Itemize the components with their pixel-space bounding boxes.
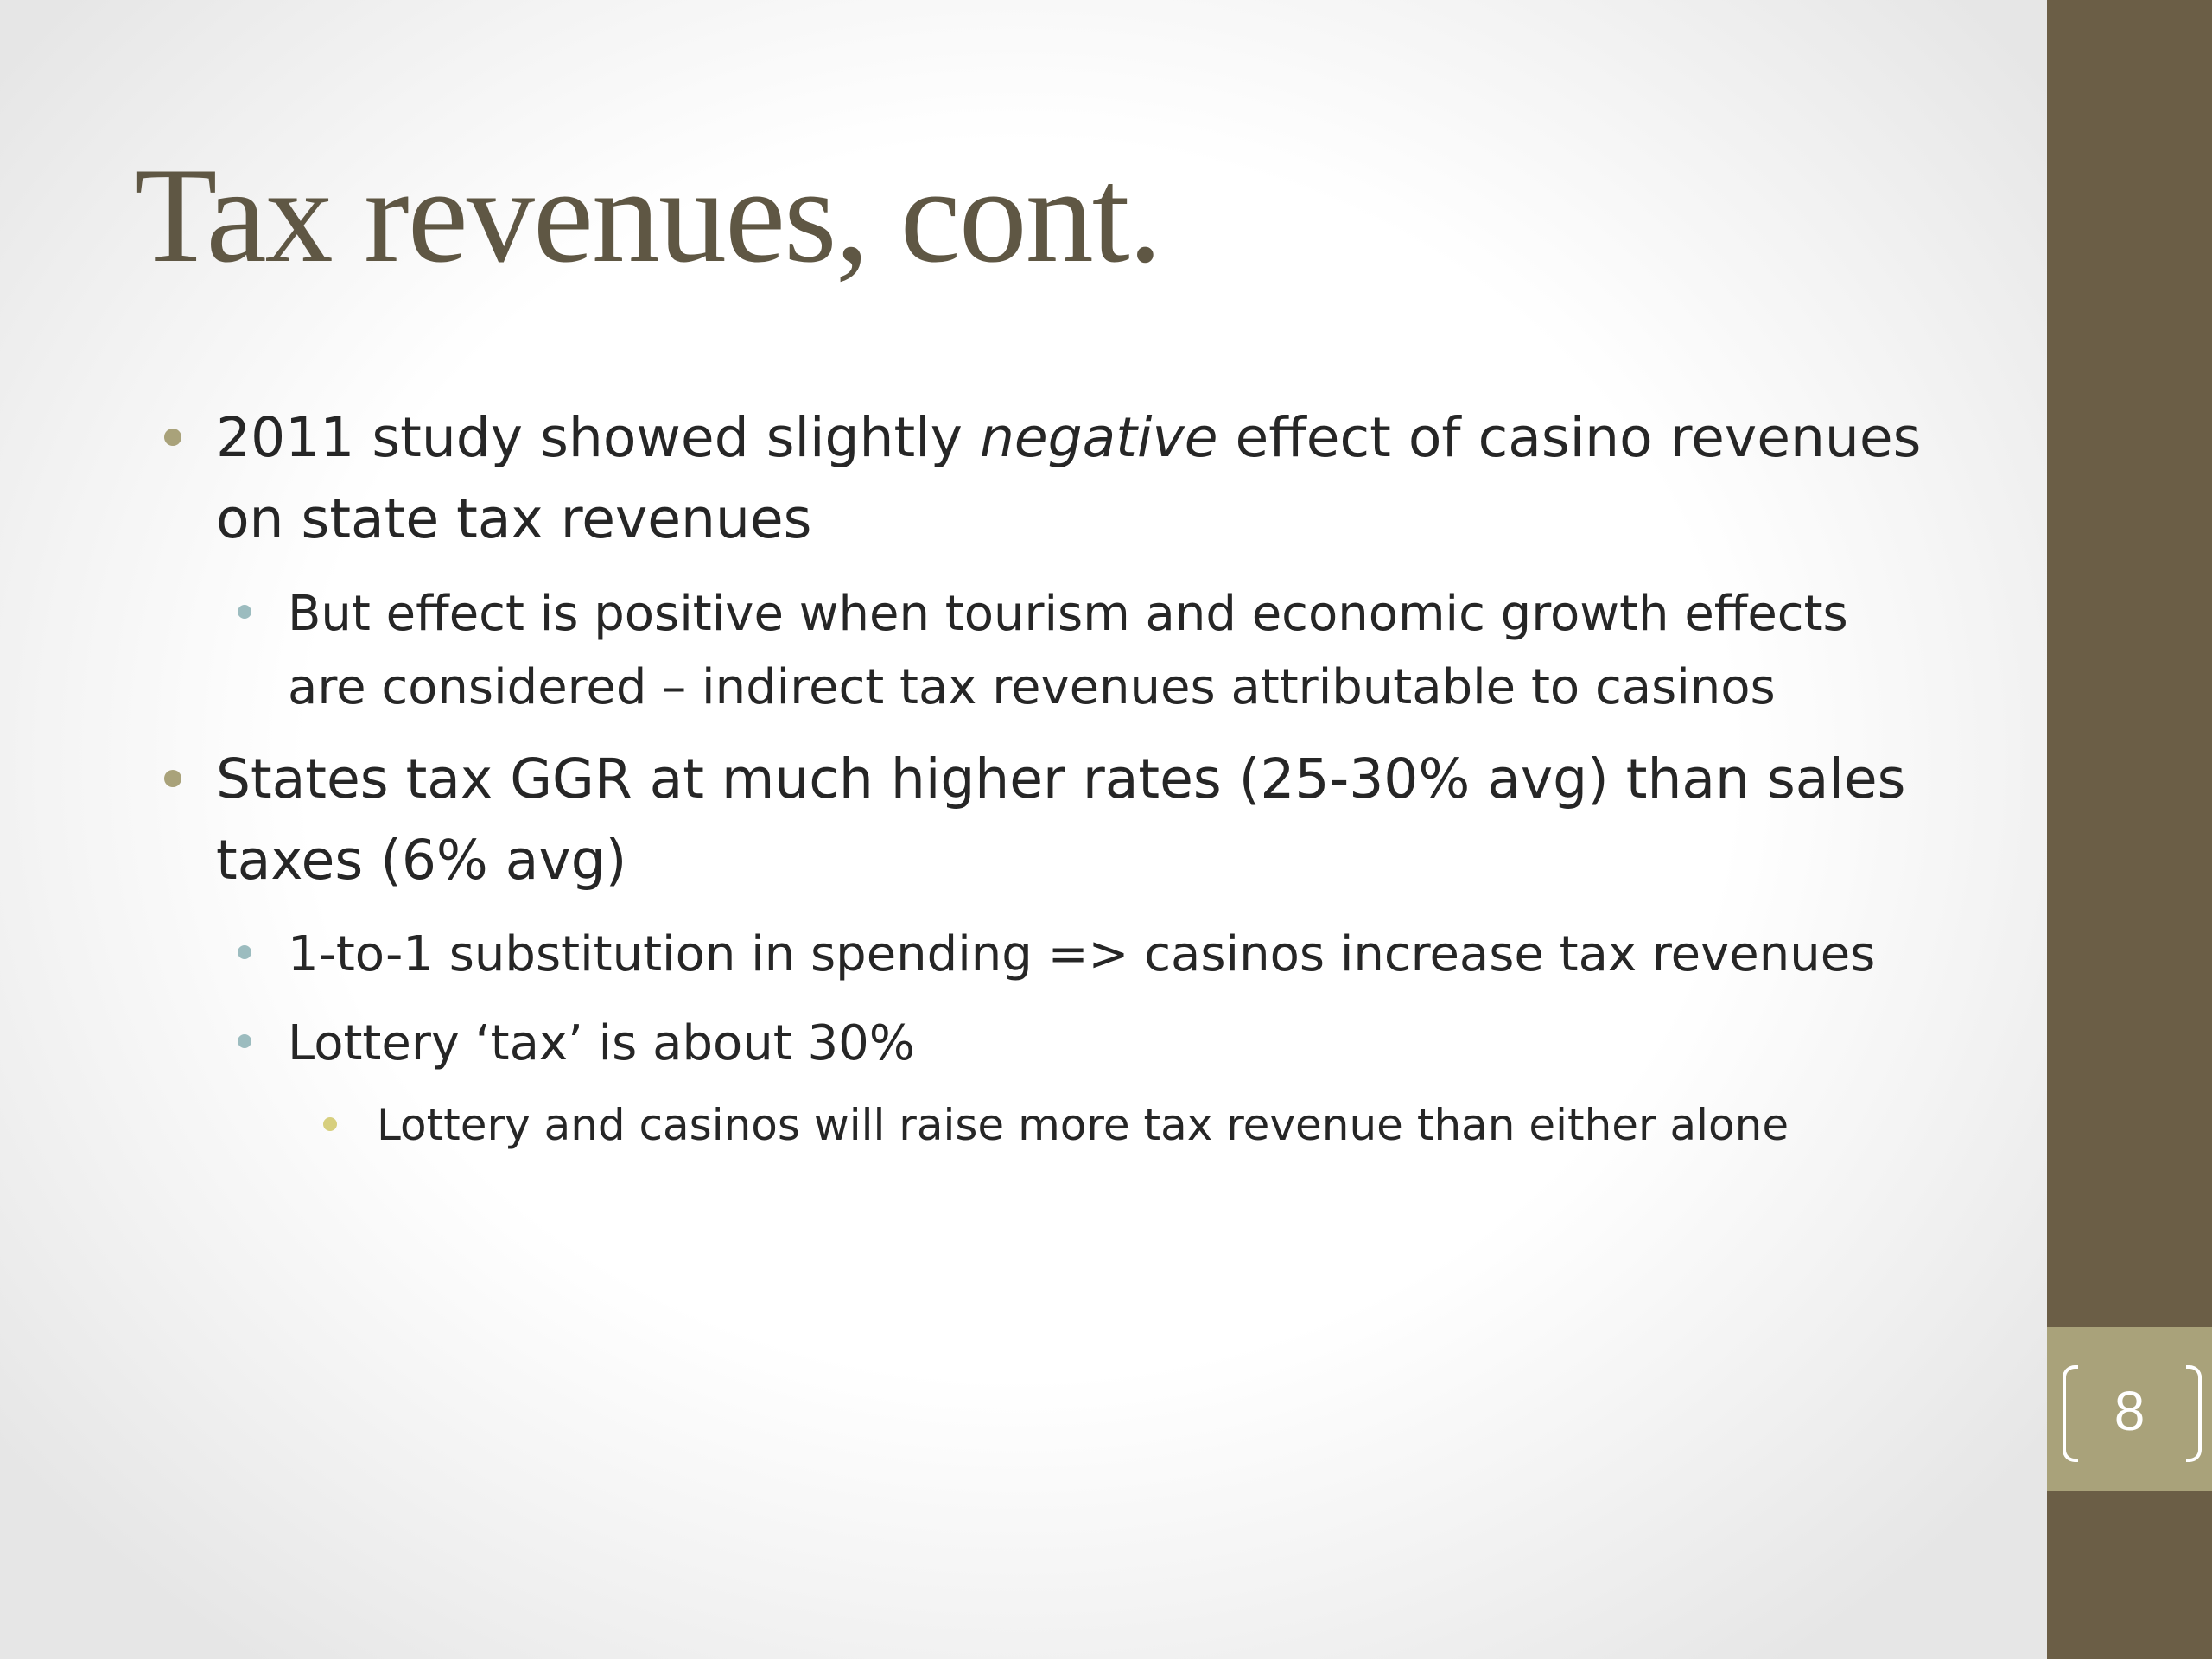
bullet-dot-icon (323, 1117, 337, 1131)
emphasis-text: negative (979, 406, 1218, 469)
bullet-item (216, 397, 1927, 560)
page-number: 8 (2113, 1380, 2145, 1442)
bullet-dot-icon (164, 429, 181, 446)
bullet-text: Lottery ‘tax’ is about 30% (288, 1015, 916, 1071)
bullet-item (216, 739, 1927, 901)
sub-bullet-item (288, 577, 1929, 724)
sub-bullet-item (288, 918, 1929, 991)
bullet-text: But effect is positive when tourism and economic growth effects are considered – indirect tax revenues attributable to casinos (288, 586, 1848, 715)
bullet-dot-icon (238, 1034, 251, 1048)
slide-title: Tax revenues, cont. (134, 140, 1161, 291)
page-number-box (2047, 1327, 2212, 1491)
bullet-text: 1-to-1 substitution in spending => casinos increase tax revenues (288, 926, 1876, 982)
sub-sub-bullet-item (377, 1095, 1932, 1155)
bullet-dot-icon (238, 605, 251, 619)
bullet-text: Lottery and casinos will raise more tax revenue than either alone (377, 1100, 1789, 1150)
bullet-text: 2011 study showed slightly negative effect of casino revenues on state tax revenues (216, 406, 1922, 550)
bullet-dot-icon (238, 945, 251, 959)
right-bracket-icon (2186, 1365, 2202, 1462)
bullet-text: States tax GGR at much higher rates (25-30% avg) than sales taxes (6% avg) (216, 747, 1906, 892)
sub-bullet-item (288, 1007, 1929, 1080)
bullet-dot-icon (164, 770, 181, 787)
